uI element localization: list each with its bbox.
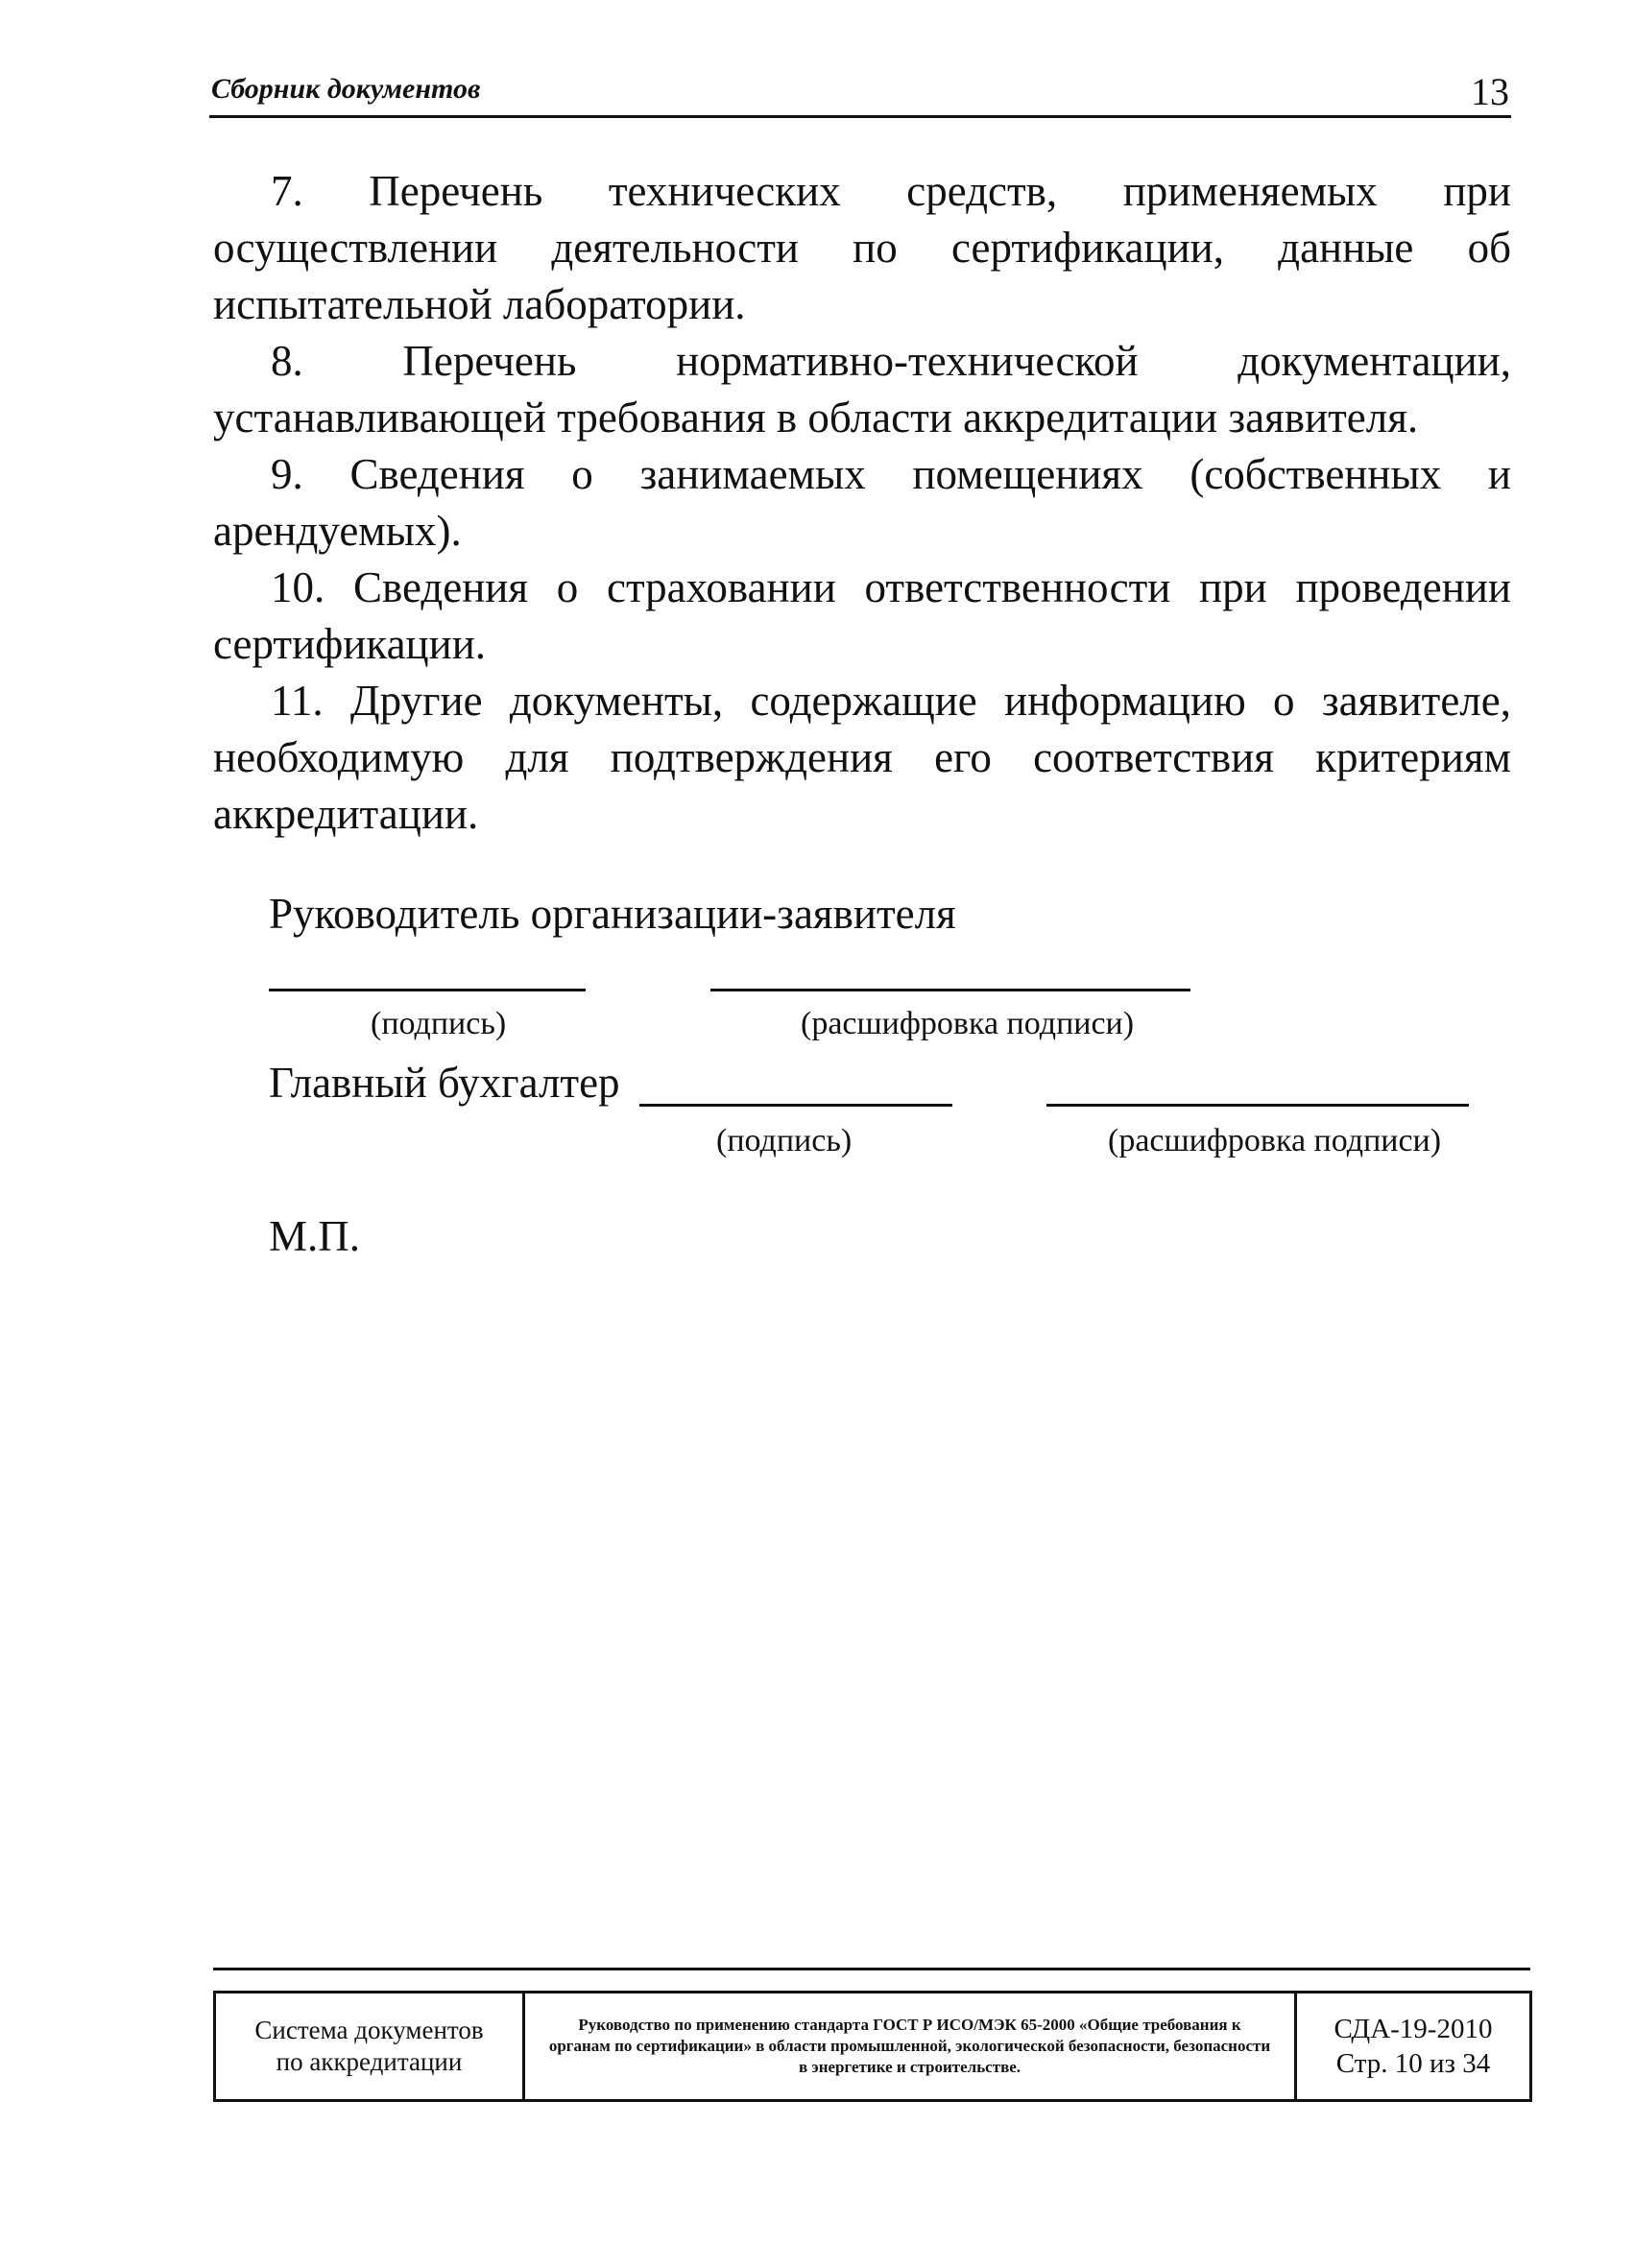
footer-page-info: Стр. 10 из 34 (1335, 2048, 1491, 2079)
footer-code-cell (1297, 1993, 1529, 2099)
head-signature-title: Руководитель организации-заявителя (269, 890, 956, 938)
footer-description: Руководство по применению стандарта ГОСТ Р ИСО/МЭК 65-2000 «Общие требования к органам по сертификации» в области промышленной, экологической безопасности, безопасности в энергетике и строительстве. (548, 2016, 1271, 2076)
footer-system-line2: по аккредитации (276, 2047, 463, 2076)
list-item: 7. Перечень технических средств, применяемых при осуществлении деятельности по сертификации, данные об испытательной лаборатории. (213, 167, 1511, 328)
page-number: 13 (1471, 70, 1509, 113)
head-signature-line (269, 989, 586, 991)
head-decoding-caption: (расшифровка подписи) (801, 1006, 1135, 1041)
footer-table (213, 1991, 1532, 2102)
chief-signature-caption: (подпись) (716, 1123, 853, 1158)
list-item: 8. Перечень нормативно-технической документации, устанавливающей требования в области аккредитации заявителя. (213, 337, 1511, 442)
list-item: 9. Сведения о занимаемых помещениях (собственных и арендуемых). (213, 450, 1511, 555)
chief-decoding-caption: (расшифровка подписи) (1108, 1123, 1442, 1158)
chief-signature-line (639, 1104, 952, 1107)
stamp-place: М.П. (269, 1212, 361, 1260)
list-item: 10. Сведения о страховании ответственности при проведении сертификации. (213, 563, 1511, 668)
footer-doc-code: СДА-19-2010 (1334, 2014, 1493, 2044)
list-item: 11. Другие документы, содержащие информацию о заявителе, необходимую для подтверждения его соответствия критериям аккредитации. (213, 677, 1511, 838)
head-signature-caption: (подпись) (371, 1006, 507, 1041)
footer-description-cell (525, 1993, 1297, 2099)
footer-system-cell (216, 1993, 525, 2099)
footer-divider (213, 1968, 1530, 1970)
chief-accountant-label: Главный бухгалтер (269, 1059, 620, 1107)
chief-decoding-line (1046, 1104, 1469, 1107)
page-header (209, 69, 1511, 118)
footer-system-line1: Система документов (254, 2016, 484, 2044)
document-body (213, 163, 1511, 843)
collection-title: Сборник документов (211, 73, 481, 105)
head-decoding-line (710, 989, 1190, 991)
